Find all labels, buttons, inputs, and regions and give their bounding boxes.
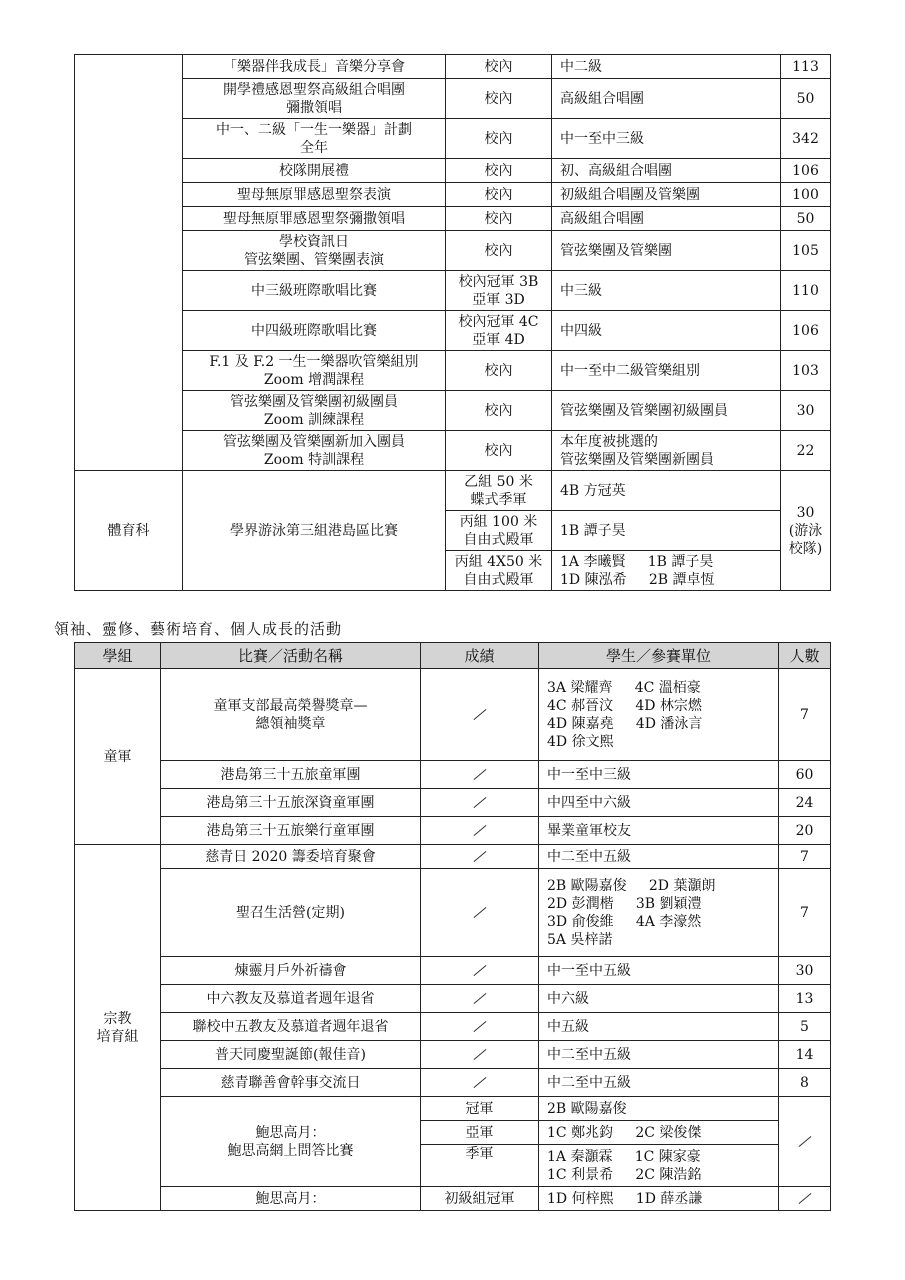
- result-cell: 丙組 4X50 米 自由式殿軍: [446, 551, 552, 591]
- count-cell: 50: [781, 207, 831, 231]
- activity-cell: 聯校中五教友及慕道者週年退省: [161, 1013, 421, 1041]
- activity-cell: 鮑思高月：: [161, 1187, 421, 1211]
- unit-cell: 1A 秦灝霖 1C 陳家豪 1C 利景希 2C 陳浩銘: [539, 1145, 779, 1187]
- group-cell-music: [75, 55, 183, 471]
- result-cell: 校內: [446, 431, 552, 471]
- result-cell: 校內: [446, 231, 552, 271]
- activity-cell: 慈青聯善會幹事交流日: [161, 1069, 421, 1097]
- activity-cell: 學界游泳第三組港島區比賽: [183, 471, 446, 591]
- table-row: [75, 471, 831, 511]
- table2-body: [75, 669, 831, 1211]
- count-cell: 106: [781, 311, 831, 351]
- table-row: [75, 817, 831, 845]
- slash-mark: [473, 965, 486, 976]
- activity-cell: 學校資訊日 管弦樂團、管樂團表演: [183, 231, 446, 271]
- table-row: [75, 985, 831, 1013]
- result-cell: 丙組 100 米 自由式殿軍: [446, 511, 552, 551]
- result-cell: [421, 1013, 539, 1041]
- table-row: [75, 1187, 831, 1211]
- result-cell: 校內: [446, 119, 552, 159]
- result-cell: 乙組 50 米 蝶式季軍: [446, 471, 552, 511]
- unit-cell: 中一至中二級管樂組別: [552, 351, 781, 391]
- count-cell: 22: [781, 431, 831, 471]
- result-cell: 校內冠軍 3B 亞軍 3D: [446, 271, 552, 311]
- activity-cell: 港島第三十五旅樂行童軍團: [161, 817, 421, 845]
- unit-cell: 2B 歐陽嘉俊 2D 葉灝朗 2D 彭潤楷 3B 劉穎澧 3D 俞俊維 4A 李濠然 5A 吳梓諾: [539, 869, 779, 957]
- count-cell: 110: [781, 271, 831, 311]
- unit-cell: 1C 鄭兆鈞 2C 梁俊傑: [539, 1121, 779, 1145]
- result-cell: 校內: [446, 183, 552, 207]
- unit-cell: 本年度被挑選的 管弦樂團及管樂團新團員: [552, 431, 781, 471]
- unit-cell: 初、高級組合唱團: [552, 159, 781, 183]
- count-cell: 30: [779, 957, 831, 985]
- result-cell: 校內: [446, 159, 552, 183]
- table-row: [75, 159, 831, 183]
- activity-cell: 中六教友及慕道者週年退省: [161, 985, 421, 1013]
- count-cell: 60: [779, 761, 831, 789]
- slash-mark: [798, 1136, 811, 1147]
- result-cell: [421, 789, 539, 817]
- table-row: [75, 761, 831, 789]
- result-cell: 初級組冠軍: [421, 1187, 539, 1211]
- table-row: [75, 183, 831, 207]
- activity-cell: F.1 及 F.2 一生一樂器吹管樂組別 Zoom 增潤課程: [183, 351, 446, 391]
- music-activities-table: [74, 54, 831, 591]
- table-row: [75, 391, 831, 431]
- unit-cell: 中二至中五級: [539, 1041, 779, 1069]
- table-row: [75, 207, 831, 231]
- table-row: [75, 55, 831, 79]
- activity-cell: 港島第三十五旅童軍團: [161, 761, 421, 789]
- activity-cell: 中一、二級「一生一樂器」計劃 全年: [183, 119, 446, 159]
- unit-cell: 中一至中五級: [539, 957, 779, 985]
- count-cell: 100: [781, 183, 831, 207]
- header-row: [75, 643, 831, 669]
- activity-cell: 管弦樂團及管樂團新加入團員 Zoom 特訓課程: [183, 431, 446, 471]
- table-row: [75, 789, 831, 817]
- activity-cell: 港島第三十五旅深資童軍團: [161, 789, 421, 817]
- activity-cell: 校隊開展禮: [183, 159, 446, 183]
- slash-mark: [473, 769, 486, 780]
- leadership-activities-table: [74, 642, 831, 1211]
- result-cell: [421, 1041, 539, 1069]
- activity-cell: 聖母無原罪感恩聖祭彌撒領唱: [183, 207, 446, 231]
- count-cell: 7: [779, 845, 831, 869]
- table-row: [75, 231, 831, 271]
- table-row: [75, 669, 831, 761]
- count-cell: 7: [779, 869, 831, 957]
- group-cell-pe: 體育科: [75, 471, 183, 591]
- count-cell: 7: [779, 669, 831, 761]
- count-cell: 30 (游泳 校隊): [781, 471, 831, 591]
- table-row: [75, 431, 831, 471]
- result-cell: 校內: [446, 351, 552, 391]
- unit-cell: 中五級: [539, 1013, 779, 1041]
- slash-mark: [473, 1021, 486, 1032]
- slash-mark: [798, 1193, 811, 1204]
- activity-cell: 管弦樂團及管樂團初級團員 Zoom 訓練課程: [183, 391, 446, 431]
- header-result: 成績: [421, 643, 539, 669]
- table-row: [75, 1097, 831, 1121]
- slash-mark: [473, 851, 486, 862]
- count-cell: 103: [781, 351, 831, 391]
- unit-cell: 中二級: [552, 55, 781, 79]
- activity-cell: 中四級班際歌唱比賽: [183, 311, 446, 351]
- header-unit: 學生／參賽單位: [539, 643, 779, 669]
- slash-mark: [473, 825, 486, 836]
- count-cell: 113: [781, 55, 831, 79]
- result-cell: 校內: [446, 207, 552, 231]
- count-cell: 24: [779, 789, 831, 817]
- activity-cell: 聖召生活營(定期): [161, 869, 421, 957]
- result-cell: 亞軍: [421, 1121, 539, 1145]
- count-cell: 5: [779, 1013, 831, 1041]
- count-cell: 342: [781, 119, 831, 159]
- unit-cell: 3A 梁耀齊 4C 溫栢豪 4C 郝晉汶 4D 林宗燃 4D 陳嘉堯 4D 潘泳言 4D 徐文熙: [539, 669, 779, 761]
- count-cell: 8: [779, 1069, 831, 1097]
- result-cell: [421, 845, 539, 869]
- table-row: [75, 869, 831, 957]
- activity-cell: 鮑思高月： 鮑思高網上問答比賽: [161, 1097, 421, 1187]
- unit-cell: 中六級: [539, 985, 779, 1013]
- slash-mark: [473, 1049, 486, 1060]
- table-row: [75, 119, 831, 159]
- section-title: 領袖、靈修、藝術培育、個人成長的活動: [54, 620, 343, 638]
- result-cell: 校內冠軍 4C 亞軍 4D: [446, 311, 552, 351]
- result-cell: 校內: [446, 79, 552, 119]
- unit-cell: 中二至中五級: [539, 1069, 779, 1097]
- table-row: [75, 1041, 831, 1069]
- unit-cell: 中一至中三級: [539, 761, 779, 789]
- unit-cell: 4B 方冠英: [552, 471, 781, 511]
- activity-cell: 慈青日 2020 籌委培育聚會: [161, 845, 421, 869]
- count-cell: 20: [779, 817, 831, 845]
- count-cell: 106: [781, 159, 831, 183]
- activity-cell: 開學禮感恩聖祭高級組合唱團 彌撒領唱: [183, 79, 446, 119]
- header-group: 學組: [75, 643, 161, 669]
- slash-mark: [473, 907, 486, 918]
- header-activity: 比賽／活動名稱: [161, 643, 421, 669]
- activity-cell: 童軍支部最高榮譽獎章— 總領袖獎章: [161, 669, 421, 761]
- unit-cell: 管弦樂團及管樂團: [552, 231, 781, 271]
- result-cell: [421, 869, 539, 957]
- activity-cell: 煉靈月戶外祈禱會: [161, 957, 421, 985]
- activity-cell: 聖母無原罪感恩聖祭表演: [183, 183, 446, 207]
- unit-cell: 2B 歐陽嘉俊: [539, 1097, 779, 1121]
- table1-body: [75, 55, 831, 591]
- result-cell: [421, 985, 539, 1013]
- slash-mark: [473, 1077, 486, 1088]
- unit-cell: 高級組合唱團: [552, 207, 781, 231]
- result-cell: [421, 761, 539, 789]
- table-row: [75, 271, 831, 311]
- unit-cell: 1D 何梓熙 1D 薛丞謙: [539, 1187, 779, 1211]
- group-cell-scouts: 童軍: [75, 669, 161, 845]
- slash-mark: [473, 797, 486, 808]
- count-cell: 30: [781, 391, 831, 431]
- count-cell: 13: [779, 985, 831, 1013]
- slash-mark: [473, 709, 486, 720]
- count-cell: 14: [779, 1041, 831, 1069]
- result-cell: 季軍: [421, 1145, 539, 1187]
- activity-cell: 普天同慶聖誕節(報佳音): [161, 1041, 421, 1069]
- count-cell: 105: [781, 231, 831, 271]
- unit-cell: 管弦樂團及管樂團初級團員: [552, 391, 781, 431]
- unit-cell: 1B 譚子昊: [552, 511, 781, 551]
- header-count: 人數: [779, 643, 831, 669]
- result-cell: 校內: [446, 391, 552, 431]
- activity-cell: 中三級班際歌唱比賽: [183, 271, 446, 311]
- activity-cell: 「樂器伴我成長」音樂分享會: [183, 55, 446, 79]
- table-header: [75, 643, 831, 669]
- result-cell: [421, 817, 539, 845]
- table-row: [75, 845, 831, 869]
- unit-cell: 初級組合唱團及管樂團: [552, 183, 781, 207]
- result-cell: 校內: [446, 55, 552, 79]
- group-cell-religion: 宗教 培育組: [75, 845, 161, 1211]
- table-row: [75, 1069, 831, 1097]
- slash-mark: [473, 993, 486, 1004]
- table-row: [75, 79, 831, 119]
- unit-cell: 畢業童軍校友: [539, 817, 779, 845]
- unit-cell: 中一至中三級: [552, 119, 781, 159]
- table-row: [75, 1013, 831, 1041]
- count-cell: [779, 1097, 831, 1187]
- unit-cell: 高級組合唱團: [552, 79, 781, 119]
- unit-cell: 1A 李曦賢 1B 譚子昊 1D 陳泓希 2B 譚卓恆: [552, 551, 781, 591]
- result-cell: [421, 1069, 539, 1097]
- result-cell: 冠軍: [421, 1097, 539, 1121]
- result-cell: [421, 669, 539, 761]
- table-row: [75, 311, 831, 351]
- table-row: [75, 957, 831, 985]
- result-cell: [421, 957, 539, 985]
- count-cell: [779, 1187, 831, 1211]
- unit-cell: 中三級: [552, 271, 781, 311]
- count-cell: 50: [781, 79, 831, 119]
- unit-cell: 中二至中五級: [539, 845, 779, 869]
- unit-cell: 中四級: [552, 311, 781, 351]
- table-row: [75, 351, 831, 391]
- unit-cell: 中四至中六級: [539, 789, 779, 817]
